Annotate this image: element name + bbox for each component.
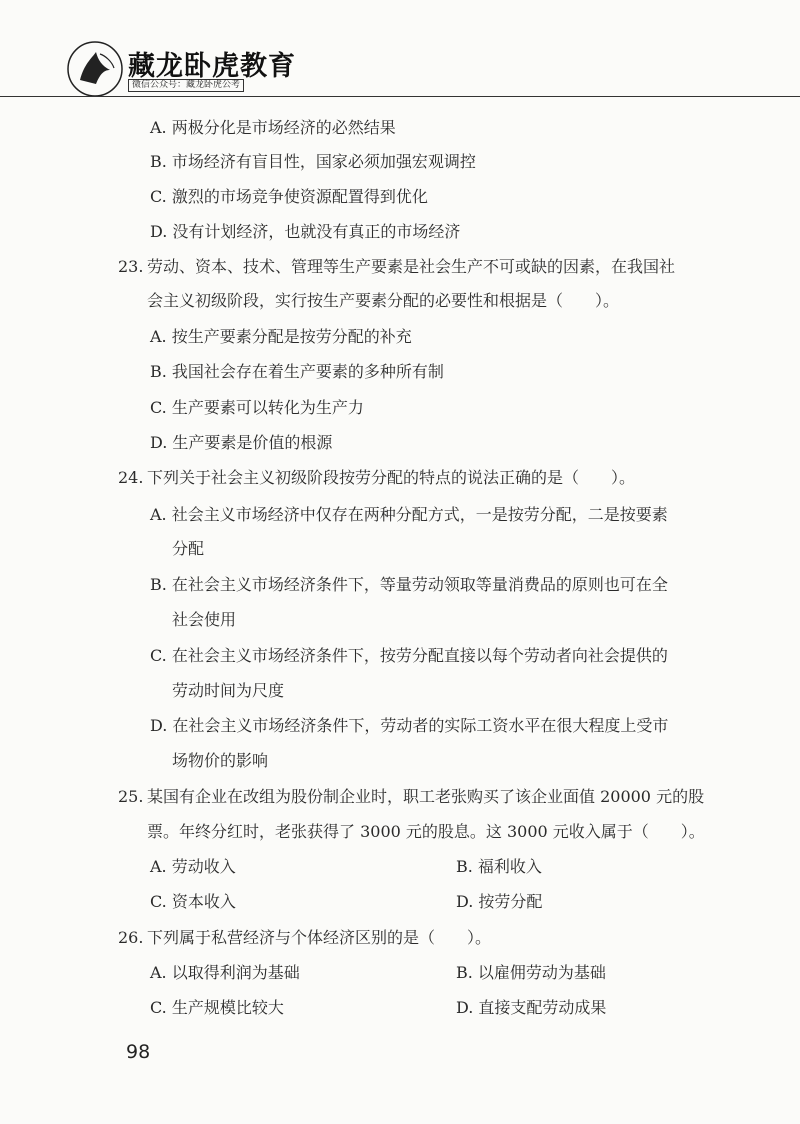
page-header <box>0 0 800 100</box>
question-number: 24. <box>118 468 144 487</box>
option-b: B. 以雇佣劳动为基础 <box>456 963 606 982</box>
question-stem: 票。年终分红时，老张获得了 3000 元的股息。这 3000 元收入属于（ ）。 <box>147 822 705 841</box>
option-b: B. 在社会主义市场经济条件下，等量劳动领取等量消费品的原则也可在全 <box>150 575 668 594</box>
option-a: A. 按生产要素分配是按劳分配的补充 <box>150 327 412 346</box>
option-c: C. 资本收入 <box>150 892 236 911</box>
brand-subtitle: 微信公众号：藏龙卧虎公考 <box>128 79 244 92</box>
option-b: B. 我国社会存在着生产要素的多种所有制 <box>150 362 444 381</box>
question-number: 25. <box>118 787 144 806</box>
question-stem: 某国有企业在改组为股份制企业时，职工老张购买了该企业面值 20000 元的股 <box>147 787 705 806</box>
option-b-cont: 社会使用 <box>172 610 237 629</box>
option-c: C. 在社会主义市场经济条件下，按劳分配直接以每个劳动者向社会提供的 <box>150 646 668 665</box>
option-d-cont: 场物价的影响 <box>172 751 269 770</box>
option-d: D. 按劳分配 <box>456 892 543 911</box>
question-number: 23. <box>118 257 144 276</box>
page-number: 98 <box>126 1041 151 1063</box>
question-stem: 劳动、资本、技术、管理等生产要素是社会生产不可或缺的因素，在我国社 <box>147 257 676 276</box>
option-a: A. 以取得利润为基础 <box>150 963 300 982</box>
header-divider <box>0 96 800 97</box>
option-d: D. 在社会主义市场经济条件下，劳动者的实际工资水平在很大程度上受市 <box>150 716 669 735</box>
option-b: B. 福利收入 <box>456 857 542 876</box>
option-a: A. 劳动收入 <box>150 857 236 876</box>
option-d: D. 直接支配劳动成果 <box>456 998 607 1017</box>
logo-icon <box>66 40 124 98</box>
option-b: B. 市场经济有盲目性，国家必须加强宏观调控 <box>150 152 476 171</box>
question-stem: 下列关于社会主义初级阶段按劳分配的特点的说法正确的是（ ）。 <box>147 468 636 487</box>
option-d: D. 生产要素是价值的根源 <box>150 433 333 452</box>
question-stem: 下列属于私营经济与个体经济区别的是（ ）。 <box>147 928 492 947</box>
option-c: C. 生产要素可以转化为生产力 <box>150 398 364 417</box>
brand-title: 藏龙卧虎教育 <box>128 51 296 82</box>
option-a-cont: 分配 <box>172 539 205 558</box>
option-c: C. 激烈的市场竞争使资源配置得到优化 <box>150 187 428 206</box>
option-c-cont: 劳动时间为尺度 <box>172 681 285 700</box>
question-number: 26. <box>118 928 144 947</box>
option-a: A. 社会主义市场经济中仅存在两种分配方式，一是按劳分配，二是按要素 <box>150 505 668 524</box>
option-c: C. 生产规模比较大 <box>150 998 284 1017</box>
option-a: A. 两极分化是市场经济的必然结果 <box>150 118 396 137</box>
question-stem: 会主义初级阶段，实行按生产要素分配的必要性和根据是（ ）。 <box>147 291 620 310</box>
option-d: D. 没有计划经济，也就没有真正的市场经济 <box>150 222 461 241</box>
